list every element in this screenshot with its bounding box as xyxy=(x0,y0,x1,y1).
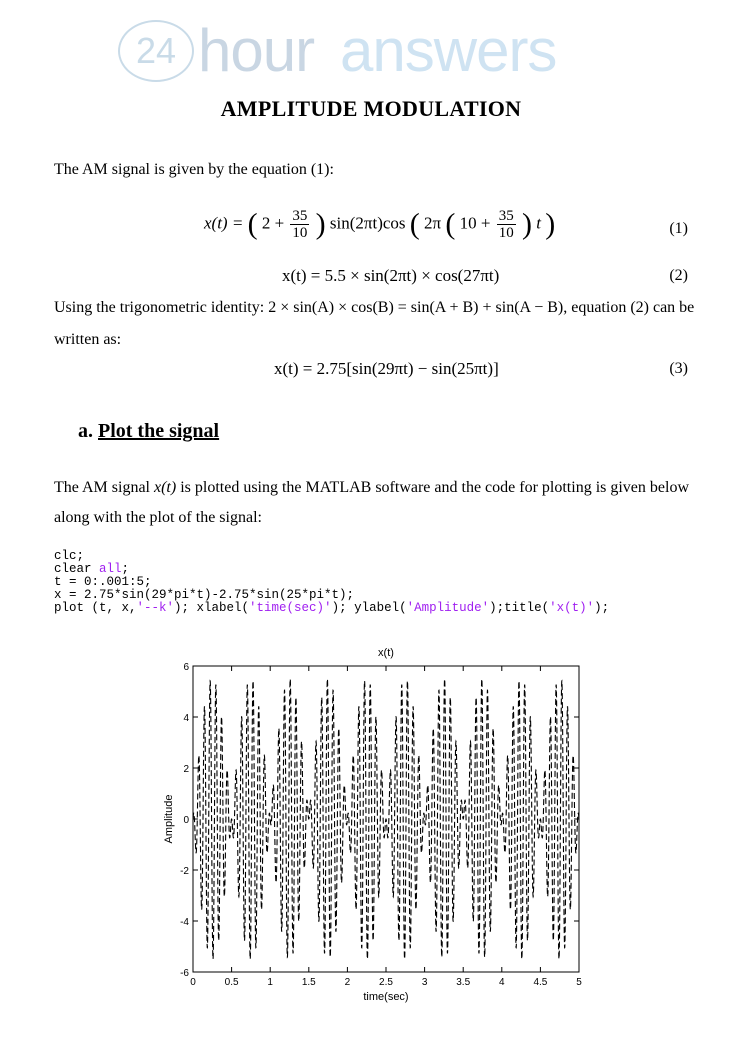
para2-var: x(t) xyxy=(154,479,177,496)
signal-chart xyxy=(150,640,600,1010)
y-tick-label: -6 xyxy=(180,968,189,979)
y-tick-label: -4 xyxy=(180,917,189,928)
x-axis-label: time(sec) xyxy=(363,991,409,1003)
x-tick-label: 1.5 xyxy=(301,977,316,988)
identity-paragraph xyxy=(54,298,694,318)
eq1-t: t xyxy=(536,213,541,233)
x-tick-label: 2 xyxy=(344,977,351,988)
identity-line2: written as: xyxy=(54,331,122,348)
y-tick-label: 6 xyxy=(183,662,189,673)
y-tick-label: -2 xyxy=(180,866,189,877)
eq1-two-pi: 2π xyxy=(424,213,442,233)
code-line-3: t = 0:.001:5; xyxy=(54,575,152,589)
equation-2: x(t) = 5.5 × sin(2πt) × cos(27πt) xyxy=(282,266,500,285)
x-tick-label: 3 xyxy=(421,977,428,988)
section-label: a. xyxy=(78,420,93,442)
para2-pre: The AM signal xyxy=(54,479,154,496)
x-tick-label: 0 xyxy=(190,977,196,988)
eq1-frac-den: 10 xyxy=(292,225,308,241)
y-tick-label: 4 xyxy=(183,713,189,724)
x-tick-label: 4.5 xyxy=(533,977,548,988)
logo-watermark xyxy=(118,17,598,84)
eq1-two: 2 + xyxy=(261,213,285,233)
plot-paragraph-line1 xyxy=(54,478,689,498)
code-line-2: clear all; xyxy=(54,562,130,576)
y-tick-label: 2 xyxy=(183,764,189,775)
equation-3-number: (3) xyxy=(669,360,688,377)
y-axis-label: Amplitude xyxy=(163,794,175,844)
intro-paragraph: The AM signal is given by the equation (1): xyxy=(54,161,334,178)
logo-word-answers: answers xyxy=(340,17,557,84)
eq1-ten: 10 + xyxy=(459,213,491,233)
document-title: AMPLITUDE MODULATION xyxy=(220,96,522,121)
identity-formula: 2 × sin(A) × cos(B) = sin(A + B) + sin(A − B), xyxy=(268,299,568,316)
equation-3: x(t) = 2.75[sin(29πt) − sin(25πt)] xyxy=(274,359,499,378)
y-tick-label: 0 xyxy=(183,815,189,826)
code-line-1: clc; xyxy=(54,549,85,563)
matlab-code xyxy=(54,550,609,615)
identity-post: equation (2) can be xyxy=(571,299,695,316)
equation-1-number: (1) xyxy=(669,220,688,237)
eq1-frac2-num: 35 xyxy=(498,208,514,224)
x-tick-label: 2.5 xyxy=(379,977,393,988)
identity-pre: Using the trigonometric identity: xyxy=(54,299,265,316)
plot-paragraph-line2: along with the plot of the signal: xyxy=(54,509,262,526)
eq1-sin-part: sin(2πt)cos xyxy=(329,213,406,233)
chart-title: x(t) xyxy=(378,647,394,659)
para2-post: is plotted using the MATLAB software and the code for plotting is given below xyxy=(176,479,690,496)
equation-1: x(t) = ( 2 + $\frac{35}{10}$ ) sin(2πt)cos ( 2π ( 10 + $\frac{35}{10}$ ) t ) xyxy=(204,207,556,241)
x-tick-label: 3.5 xyxy=(456,977,471,988)
eq1-lhs: x(t) = xyxy=(204,213,244,233)
x-tick-label: 0.5 xyxy=(224,977,239,988)
eq1-frac-num: 35 xyxy=(292,208,308,224)
x-tick-label: 5 xyxy=(576,977,582,988)
code-line-5: plot (t, x,'--k'); xlabel('time(sec)'); ylabel('Amplitude');title('x(t)'); xyxy=(54,601,610,615)
eq1-frac2-den: 10 xyxy=(498,225,514,241)
code-line-4: x = 2.75*sin(29*pi*t)-2.75*sin(25*pi*t); xyxy=(54,588,355,602)
logo-word-hour: hour xyxy=(198,17,315,84)
logo-number: 24 xyxy=(118,20,194,82)
equation-2-number: (2) xyxy=(669,267,688,284)
x-tick-label: 4 xyxy=(499,977,505,988)
section-title: Plot the signal xyxy=(98,420,220,442)
x-tick-label: 1 xyxy=(267,977,273,988)
section-heading xyxy=(78,420,219,443)
